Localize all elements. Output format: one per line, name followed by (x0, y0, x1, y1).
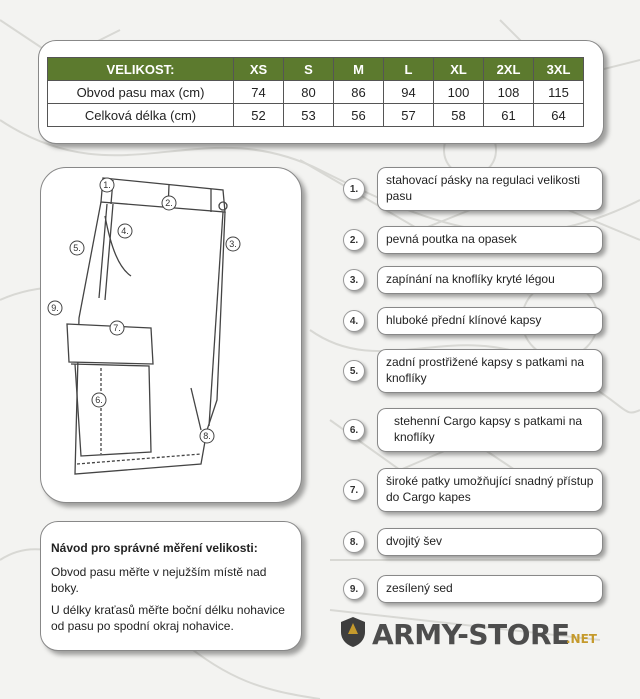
feature-number: 5. (343, 360, 365, 382)
feature-item-2 (343, 226, 603, 254)
brand-tld: .NET (566, 632, 597, 646)
feature-number: 9. (343, 578, 365, 600)
table-cell: 108 (484, 81, 534, 104)
shield-icon (340, 616, 366, 648)
table-cell: 58 (434, 104, 484, 127)
feature-text: zesílený sed (377, 575, 603, 603)
instructions-length-text: U délky kraťasů měřte boční délku nohavice od pasu po spodní okraj nohavice. (51, 603, 285, 633)
size-col-3xl: 3XL (534, 58, 584, 81)
feature-number: 7. (343, 479, 365, 501)
table-cell: 56 (334, 104, 384, 127)
instructions-title: Návod pro správné měření velikosti: (51, 541, 258, 555)
feature-text: dvojitý šev (377, 528, 603, 556)
feature-item-9 (343, 575, 603, 603)
marker-label-7: 7. (113, 323, 121, 333)
measurement-instructions-card (40, 521, 302, 651)
feature-number: 2. (343, 229, 365, 251)
feature-number: 3. (343, 269, 365, 291)
marker-label-6: 6. (95, 395, 103, 405)
marker-label-3: 3. (229, 239, 237, 249)
size-col-2xl: 2XL (484, 58, 534, 81)
size-table (47, 57, 584, 127)
feature-number: 1. (343, 178, 365, 200)
feature-item-8 (343, 528, 603, 556)
size-header-label: VELIKOST: (48, 58, 234, 81)
row-label-length: Celková délka (cm) (48, 104, 234, 127)
size-col-xl: XL (434, 58, 484, 81)
table-cell: 74 (234, 81, 284, 104)
table-row (48, 104, 584, 127)
table-cell: 57 (384, 104, 434, 127)
table-cell: 53 (284, 104, 334, 127)
table-cell: 86 (334, 81, 384, 104)
feature-text: zadní prostřižené kapsy s patkami na knoflíky (377, 349, 603, 393)
size-col-s: S (284, 58, 334, 81)
table-cell: 80 (284, 81, 334, 104)
marker-label-4: 4. (121, 226, 129, 236)
marker-label-2: 2. (165, 198, 173, 208)
feature-number: 8. (343, 531, 365, 553)
feature-item-4 (343, 307, 603, 335)
table-row (48, 81, 584, 104)
size-table-card (38, 40, 604, 144)
marker-label-8: 8. (203, 431, 211, 441)
table-cell: 61 (484, 104, 534, 127)
feature-item-5 (343, 349, 603, 393)
instructions-waist-text: Obvod pasu měřte v nejužším místě nad boky. (51, 565, 267, 595)
brand-name: ARMY-STORE (372, 618, 570, 651)
size-col-m: M (334, 58, 384, 81)
feature-text: zapínání na knoflíky kryté légou (377, 266, 603, 294)
feature-item-6 (343, 408, 603, 452)
table-cell: 94 (384, 81, 434, 104)
feature-item-1 (343, 167, 603, 211)
marker-label-5: 5. (73, 243, 81, 253)
feature-item-3 (343, 266, 603, 294)
size-col-xs: XS (234, 58, 284, 81)
feature-text: široké patky umožňující snadný přístup do Cargo kapes (377, 468, 603, 512)
marker-label-9: 9. (51, 303, 59, 313)
table-cell: 115 (534, 81, 584, 104)
table-cell: 52 (234, 104, 284, 127)
shorts-drawing (41, 168, 303, 504)
feature-text: stehenní Cargo kapsy s patkami na knoflíky (377, 408, 603, 452)
feature-item-7 (343, 468, 603, 512)
feature-text: stahovací pásky na regulaci velikosti pasu (377, 167, 603, 211)
army-store-logo (340, 614, 610, 654)
table-cell: 64 (534, 104, 584, 127)
marker-label-1: 1. (103, 180, 111, 190)
feature-text: hluboké přední klínové kapsy (377, 307, 603, 335)
feature-text: pevná poutka na opasek (377, 226, 603, 254)
size-col-l: L (384, 58, 434, 81)
feature-number: 6. (343, 419, 365, 441)
table-cell: 100 (434, 81, 484, 104)
shorts-illustration-card (40, 167, 302, 503)
feature-number: 4. (343, 310, 365, 332)
row-label-waist: Obvod pasu max (cm) (48, 81, 234, 104)
size-table-header-row (48, 58, 584, 81)
